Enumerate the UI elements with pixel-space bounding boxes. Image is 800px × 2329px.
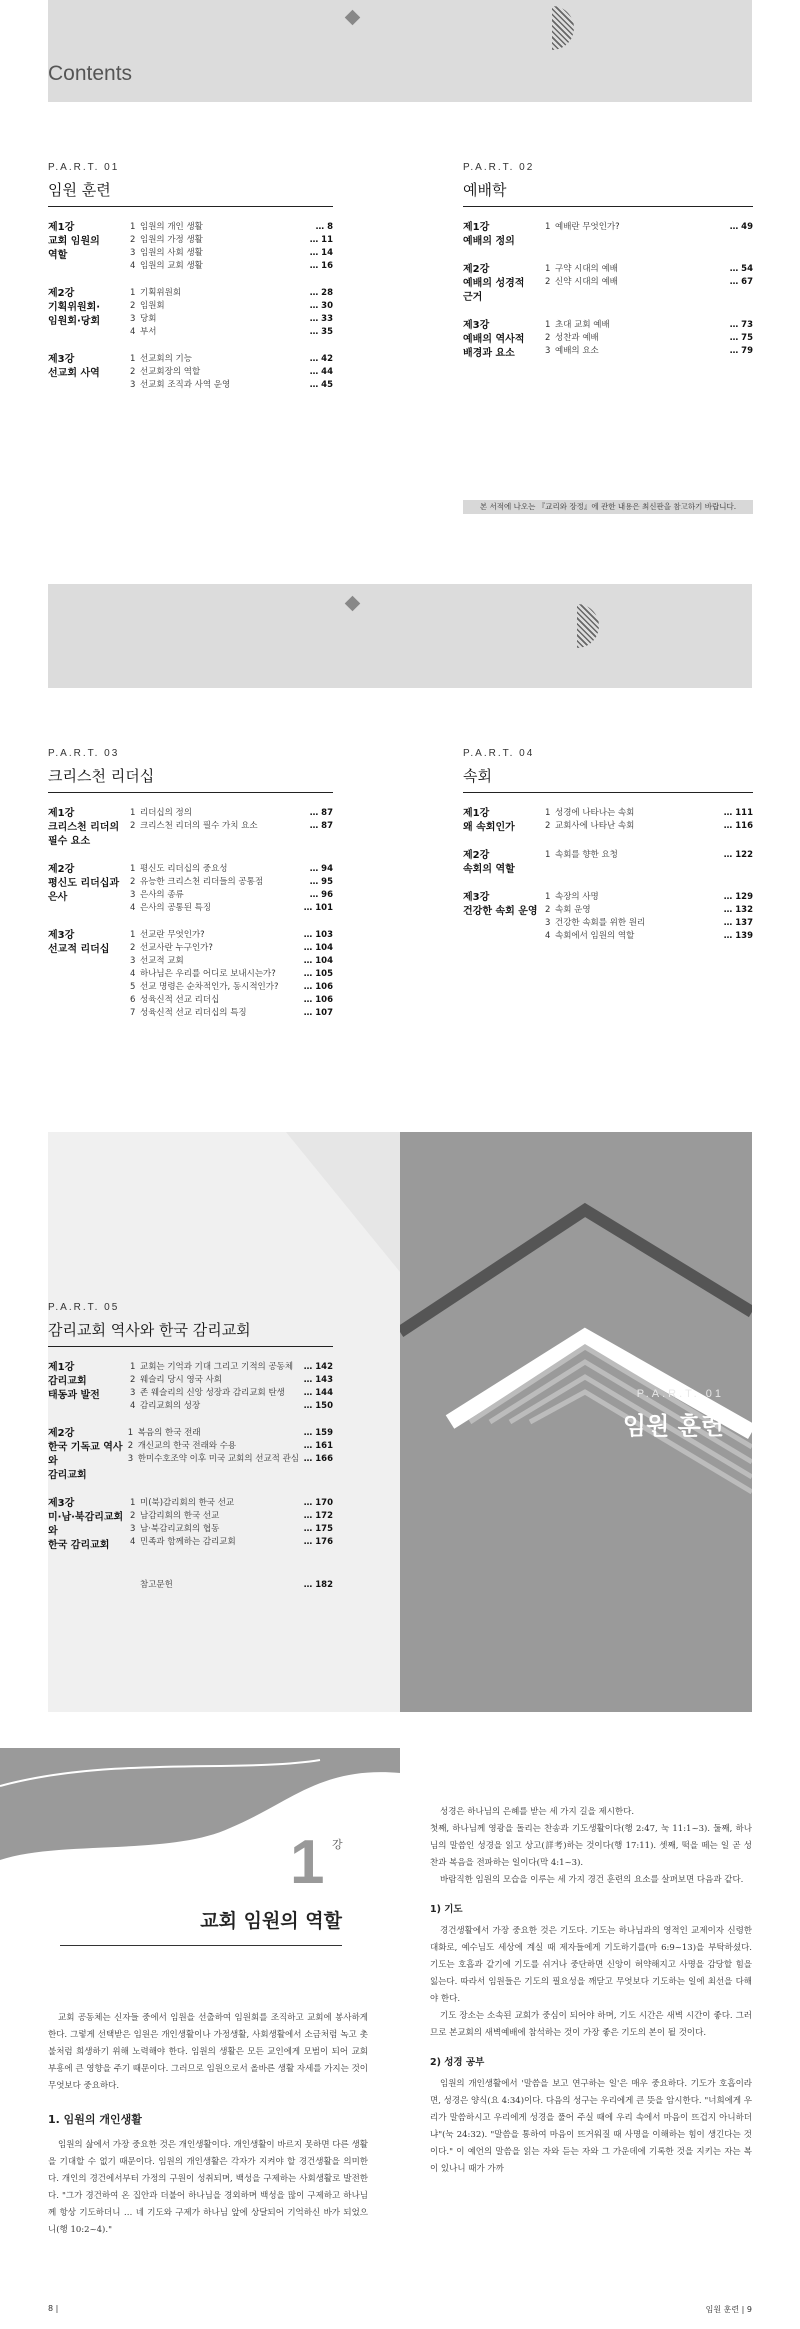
lecture-name: 제3강 미·남·북감리교회와 한국 감리교회 [48,1498,124,1551]
right-paragraph-2: 첫째, 하나님께 영광을 돌리는 찬송과 기도생활이다(행 2:47, 눅 11:1~3). 둘째, 하나님의 말씀인 성경을 읽고 상고(詳考)하는 것이다(행 17:11). 셋째, 떡을 떼는 일 곧 성찬과 복음을 전파하는 일이다(막 4:1~3). [430,1824,752,1868]
toc-entry[interactable] [545,891,753,904]
entry-number: 2 [545,905,551,915]
entry-page: … 111 [723,808,753,818]
toc-entry[interactable] [130,313,333,326]
toc-entry[interactable] [130,260,333,273]
part-label: P.A.R.T. 01 [48,162,120,173]
entry-number: 2 [130,821,136,831]
entry-title: 은사의 공통된 특징 [140,903,212,913]
lecture-block [48,1361,333,1413]
lecture-name: 제1강 예배의 정의 [463,222,515,247]
entry-page: … 14 [309,248,333,258]
entry-page: … 159 [303,1428,333,1438]
entry-page: … 175 [303,1524,333,1534]
toc-entry[interactable] [130,942,333,955]
entry-title: 성경에 나타나는 속회 [555,808,635,818]
entry-page: … 143 [303,1375,333,1385]
entry-number: 1 [130,288,136,298]
entry-page: … 33 [309,314,333,324]
part-title: 임원 훈련 [48,179,333,207]
toc-entry[interactable] [130,1497,333,1510]
entry-number [130,1579,140,1592]
entry-page: … 137 [723,918,753,928]
entry-number: 1 [545,892,551,902]
entry-number: 4 [545,931,551,941]
entry-page: … 49 [729,222,753,232]
entry-page: … 101 [303,903,333,913]
entry-title: 은사의 종류 [140,890,184,900]
entry-number: 1 [545,850,551,860]
entry-number: 1 [130,1498,136,1508]
entry-title: 신약 시대의 예배 [555,277,618,287]
entry-page: … 16 [309,261,333,271]
right-paragraph-3: 바람직한 임원의 모습을 이루는 세 가지 경건 훈련의 요소를 살펴보면 다음과 같다. [440,1875,744,1885]
entry-title: 임원의 가정 생활 [140,235,203,245]
entry-page: … 103 [303,930,333,940]
entry-page: … 182 [303,1580,333,1590]
section1-paragraph: 임원의 삶에서 가장 중요한 것은 개인생활이다. 개인생활이 바르지 못하면 다른 생활을 기대할 수 없기 때문이다. 임원의 개인생활은 각자가 지켜야 할 경건생활을 의미한다. 개인의 경건에서부터 가정의 구원이 성취되며, 백성을 구제하는 사회생활로 발전한다. "그가 경건하여 온 집안과 더불어 하나님을 경외하며 백성을 많이 구제하고 하나님께 항상 기도하더니 … 네 기도와 구제가 하나님 앞에 상달되어 기억하신 바가 되었으니(행 10:2~4)." [48,2140,368,2235]
toc-entry[interactable] [545,849,753,862]
toc-entry[interactable] [130,1536,333,1549]
chapter-number: 1 [290,1828,325,1897]
toc-entry[interactable] [130,1361,333,1374]
lecture-block [463,319,753,361]
entry-page: … 73 [729,320,753,330]
entry-title: 초대 교회 예배 [555,320,610,330]
lecture-block [48,807,333,849]
entry-page: … 87 [309,808,333,818]
entry-title: 교회사에 나타난 속회 [555,821,635,831]
lecture-name: 제2강 기획위원회· 임원회·당회 [48,288,101,327]
lecture-block [463,263,753,305]
toc-entry[interactable] [130,1523,333,1536]
toc-entry[interactable] [130,221,333,234]
entry-title: 임원의 개인 생활 [140,222,203,232]
lecture-name: 제1강 왜 속회인가 [463,808,515,833]
entry-title: 임원의 교회 생활 [140,261,203,271]
entry-number: 7 [130,1008,136,1018]
toc-entry[interactable] [130,820,333,833]
lecture-name: 제2강 속회의 역할 [463,850,515,875]
lecture-name: 제1강 크리스천 리더의 필수 요소 [48,808,120,847]
part-label: P.A.R.T. 03 [48,748,120,759]
entry-number: 1 [130,354,136,364]
lecture-block [48,929,333,1020]
entry-title: 임원회 [140,301,165,311]
toc-entry[interactable] [545,917,753,930]
entry-page: … 30 [309,301,333,311]
lecture-block [48,287,333,339]
entry-number: 5 [130,982,136,992]
right-column [430,1804,752,2178]
entry-title: 유능한 크리스천 리더들의 공통점 [140,877,264,887]
entry-page: … 42 [309,354,333,364]
entry-page: … 144 [303,1388,333,1398]
lecture-block [463,221,753,249]
entry-title: 민족과 함께하는 감리교회 [140,1537,236,1547]
entry-page: … 79 [729,346,753,356]
lecture-name: 제1강 감리교회 태동과 발전 [48,1362,100,1401]
entry-page: … 75 [729,333,753,343]
toc-entry[interactable] [130,1387,333,1400]
toc-entry[interactable] [130,902,333,915]
lecture-name: 제2강 평신도 리더십과 은사 [48,864,120,903]
part-label: P.A.R.T. 02 [463,162,535,173]
lecture-name: 제3강 건강한 속회 운영 [463,892,538,917]
entry-title: 웨슬리 당시 영국 사회 [140,1375,223,1385]
entry-title: 참고문헌 [140,1580,173,1590]
right-paragraph-6: 임원의 개인생활에서 '말씀을 보고 연구하는 일'은 매우 중요하다. 기도가 호흡이라면, 성경은 양식(요 4:34)이다. 다음의 성구는 우리에게 큰 뜻을 암시한다. "너희에게 우리가 말씀하시고 우리에게 성경을 풀어 주실 때에 우리 속에서 마음이 뜨겁지 아니하더냐"(눅 24:32). "말씀을 통하여 마음이 뜨거워질 때 사명을 이해하는 힘이 생긴다는 것이다." 이 예언의 말씀을 읽는 자와 듣는 자와 그 가운데에 기록한 것을 지키는 자는 복이 있나니 때가 가까 [430,2079,753,2174]
toc-entry[interactable] [130,955,333,968]
toc-entry[interactable] [130,326,333,339]
intro-paragraph: 교회 공동체는 신자들 중에서 임원을 선출하여 임원회를 조직하고 교회에 봉사하게 한다. 그렇게 선택받은 임원은 개인생활이나 가정생활, 사회생활에서 소금처럼 녹고 촛불처럼 희생하기 위해 노력해야 한다. 임원의 생활은 모든 교인에게 모범이 되어 교회 부흥에 큰 영향을 주기 때문이다. 그러므로 임원으로서 올바른 생활 자세를 가지는 것이 무엇보다 중요하다. [48,2013,368,2091]
entry-title: 속회를 향한 요청 [555,850,618,860]
entry-page: … 67 [729,277,753,287]
entry-page: … 142 [303,1362,333,1372]
entry-number: 3 [545,918,551,928]
entry-page: … 122 [723,850,753,860]
entry-title: 복음의 한국 전래 [137,1428,201,1438]
entry-page: … 129 [723,892,753,902]
part-title: 속회 [463,765,753,793]
toc-entry[interactable] [545,263,753,276]
entry-number: 4 [130,261,136,271]
entry-page: … 8 [315,222,333,232]
entry-number: 3 [130,380,136,390]
toc-entry[interactable] [130,876,333,889]
entry-title: 성육신적 선교 리더십의 특징 [140,1008,247,1018]
entry-page: … 106 [303,982,333,992]
lecture-name [48,1579,130,1592]
entry-page: … 106 [303,995,333,1005]
entry-number: 3 [127,1454,134,1464]
part-title: 예배학 [463,179,753,207]
toc-entry[interactable] [128,1440,333,1453]
entry-title: 크리스천 리더의 필수 가치 요소 [140,821,258,831]
entry-title: 당회 [140,314,157,324]
right-paragraph-5: 기도 장소는 소속된 교회가 중심이 되어야 하며, 기도 시간은 새벽 시간이 좋다. 그러므로 본교회의 새벽예배에 참석하는 것이 가장 좋은 기도의 본이 될 것이다. [430,2011,752,2038]
entry-title: 구약 시대의 예배 [555,264,618,274]
entry-page: … 104 [303,956,333,966]
entry-number: 1 [130,930,136,940]
toc-entry[interactable] [545,276,753,289]
toc-entry[interactable] [545,820,753,833]
toc-entry[interactable] [130,287,333,300]
entry-page: … 150 [303,1401,333,1411]
entry-page: … 172 [303,1511,333,1521]
entry-number: 3 [130,1388,136,1398]
lecture-block [463,849,753,877]
entry-number: 1 [130,1362,136,1372]
entry-number: 4 [130,1537,136,1547]
entry-number: 4 [130,327,136,337]
lecture-block [48,1427,333,1483]
entry-number: 3 [130,1524,136,1534]
chapter-suffix: 강 [332,1838,343,1851]
lecture-block [48,1579,333,1592]
entry-number: 1 [545,264,551,274]
part-title: 감리교회 역사와 한국 감리교회 [48,1319,333,1347]
entry-page: … 28 [309,288,333,298]
toc-entry[interactable] [130,981,333,994]
entry-page: … 166 [303,1454,333,1464]
entry-title: 남감리회의 한국 선교 [140,1511,220,1521]
subheading-bible-study: 2) 성경 공부 [430,2057,485,2068]
lecture-name: 제3강 예배의 역사적 배경과 요소 [463,320,525,359]
entry-page: … 161 [303,1441,333,1451]
entry-number: 4 [130,903,136,913]
entry-number: 3 [130,314,136,324]
part-label: P.A.R.T. 04 [463,748,535,759]
entry-title: 평신도 리더십의 중요성 [140,864,228,874]
toc-entry[interactable] [128,1453,333,1466]
toc-entry[interactable] [545,930,753,943]
entry-page: … 176 [303,1537,333,1547]
entry-title: 미(북)감리회의 한국 선교 [140,1498,235,1508]
divider-panel [400,1132,752,1712]
entry-page: … 139 [723,931,753,941]
entry-title: 하나님은 우리를 어디로 보내시는가? [140,969,276,979]
toc-entry[interactable] [130,968,333,981]
toc-entry[interactable] [545,807,753,820]
entry-number: 1 [127,1428,134,1438]
entry-title: 예배의 요소 [555,346,599,356]
part5-corner-deco [48,1132,400,1302]
entry-number: 2 [130,367,136,377]
toc-entry[interactable] [545,332,753,345]
left-column [48,2010,368,2239]
part-title: 크리스천 리더십 [48,765,333,793]
entry-title: 속회 운영 [555,905,591,915]
lecture-name: 제3강 선교적 리더십 [48,930,110,955]
toc-entry[interactable] [130,807,333,820]
entry-page: … 35 [309,327,333,337]
toc-entry[interactable] [130,1374,333,1387]
entry-title: 리더십의 정의 [140,808,192,818]
divider-part-label: P.A.R.T. 01 [636,1388,724,1400]
entry-page: … 96 [309,890,333,900]
entry-title: 감리교회의 성장 [140,1401,201,1411]
lecture-name: 제2강 예배의 성경적 근거 [463,264,525,303]
entry-number: 3 [130,248,136,258]
footer-right-page-number: 임원 훈련 | 9 [705,2305,752,2314]
entry-page: … 170 [303,1498,333,1508]
lecture-block [48,353,333,392]
entry-page: … 104 [303,943,333,953]
toc-entry[interactable] [130,929,333,942]
entry-title: 선교란 무엇인가? [140,930,205,940]
entry-number: 2 [130,1375,136,1385]
lecture-block [463,891,753,943]
toc-entry[interactable] [130,994,333,1007]
entry-number: 3 [545,346,551,356]
entry-title: 선교회장의 역할 [140,367,201,377]
right-paragraph-4: 경건생활에서 가장 중요한 것은 기도다. 기도는 하나님과의 영적인 교제이자 신령한 대화로, 예수님도 세상에 계실 때 제자들에게 기도하기를(마 6:9~13)을 부탁하셨다. 기도는 호흡과 같기에 기도를 쉬거나 중단하면 신앙이 허약해지고 사명을 감당할 힘을 잃는다. 따라서 임원들은 기도의 필요성을 깨닫고 무엇보다 기도하는 일에 최선을 다해야 한다. [430,1926,752,2004]
entry-title: 건강한 속회를 위한 원리 [555,918,646,928]
entry-number: 4 [130,1401,136,1411]
footer-left-page-number: 8 | [48,2304,59,2313]
entry-number: 1 [545,320,551,330]
toc-entry[interactable] [130,1510,333,1523]
entry-number: 1 [545,222,551,232]
lecture-block [48,863,333,915]
lecture-name: 제2강 한국 기독교 역사와 감리교회 [48,1428,123,1481]
entry-title: 기획위원회 [140,288,182,298]
entry-number: 2 [130,235,136,245]
entry-title: 성육신적 선교 리더십 [140,995,220,1005]
toc-entry[interactable] [545,221,753,234]
toc-entry[interactable] [130,366,333,379]
toc-entry[interactable] [130,300,333,313]
right-paragraph-1: 성경은 하나님의 은혜를 받는 세 가지 길을 제시한다. [440,1807,635,1817]
subheading-prayer: 1) 기도 [430,1904,463,1915]
entry-page: … 94 [309,864,333,874]
toc-entry[interactable] [130,1400,333,1413]
entry-page: … 87 [309,821,333,831]
entry-title: 남·북감리교회의 협동 [140,1524,220,1534]
lecture-name: 제3강 선교회 사역 [48,354,100,379]
toc-entry[interactable] [130,379,333,392]
toc-entry[interactable] [130,1579,333,1592]
toc-entry[interactable] [130,863,333,876]
entry-title: 선교회 조직과 사역 운영 [140,380,231,390]
entry-title: 선교적 교회 [140,956,184,966]
entry-number: 2 [130,943,136,953]
entry-title: 성찬과 예배 [555,333,599,343]
entry-title: 선교사란 누구인가? [140,943,213,953]
contents-title: Contents [48,62,133,85]
notice-box: 본 서적에 나오는 『교리와 장정』에 관한 내용은 최신판을 참고하기 바랍니다. [463,500,753,514]
entry-number: 2 [130,301,136,311]
lecture-block [463,807,753,835]
entry-title: 속장의 사명 [555,892,599,902]
entry-number: 2 [545,821,551,831]
entry-number: 1 [545,808,551,818]
toc-entry[interactable] [130,353,333,366]
entry-number: 4 [130,969,136,979]
entry-title: 한미수호조약 이후 미국 교회의 선교적 관심 [137,1454,299,1464]
toc-entry[interactable] [130,1007,333,1020]
entry-page: … 132 [723,905,753,915]
entry-title: 임원의 사회 생활 [140,248,203,258]
toc-entry[interactable] [545,345,753,358]
entry-number: 2 [545,277,551,287]
entry-title: 선교회의 기능 [140,354,192,364]
entry-number: 3 [130,956,136,966]
lecture-name: 제1강 교회 임원의 역할 [48,222,100,261]
entry-number: 6 [130,995,136,1005]
entry-title: 예배란 무엇인가? [555,222,620,232]
toc-entry[interactable] [130,234,333,247]
header-band [48,0,752,102]
part-04-toc [463,748,753,943]
entry-number: 3 [130,890,136,900]
entry-title: 개신교의 한국 전래와 수용 [137,1441,237,1451]
part-01-toc [48,162,333,392]
entry-title: 선교 명령은 순차적인가, 동시적인가? [140,982,279,992]
entry-title: 존 웨슬리의 신앙 성장과 감리교회 탄생 [140,1388,285,1398]
toc-entry[interactable] [130,247,333,260]
entry-title: 속회에서 임원의 역할 [555,931,635,941]
toc-entry[interactable] [128,1427,333,1440]
entry-number: 2 [130,877,136,887]
lecture-block [48,1497,333,1553]
entry-number: 2 [127,1441,134,1451]
entry-page: … 116 [723,821,753,831]
lecture-block [48,221,333,273]
entry-number: 1 [130,808,136,818]
chapter-title: 교회 임원의 역할 [60,1906,342,1946]
entry-title: 교회는 기억과 기대 그리고 기적의 공동체 [140,1362,294,1372]
entry-number: 1 [130,222,136,232]
entry-title: 부서 [140,327,157,337]
entry-number: 2 [130,1511,136,1521]
part-label: P.A.R.T. 05 [48,1302,120,1313]
entry-page: … 11 [309,235,333,245]
entry-page: … 54 [729,264,753,274]
entry-page: … 105 [303,969,333,979]
part-02-toc [463,162,753,361]
divider-part-title: 임원 훈련 [622,1412,724,1440]
entry-page: … 107 [303,1008,333,1018]
part-03-toc [48,748,333,1020]
entry-number: 1 [130,864,136,874]
entry-number: 2 [545,333,551,343]
part-05-toc [48,1302,333,1592]
header-band-2 [48,584,752,688]
entry-page: … 95 [309,877,333,887]
toc-entry[interactable] [545,904,753,917]
toc-entry[interactable] [130,889,333,902]
section-heading: 1. 임원의 개인생활 [48,2113,142,2126]
entry-page: … 45 [309,380,333,390]
toc-entry[interactable] [545,319,753,332]
entry-page: … 44 [309,367,333,377]
